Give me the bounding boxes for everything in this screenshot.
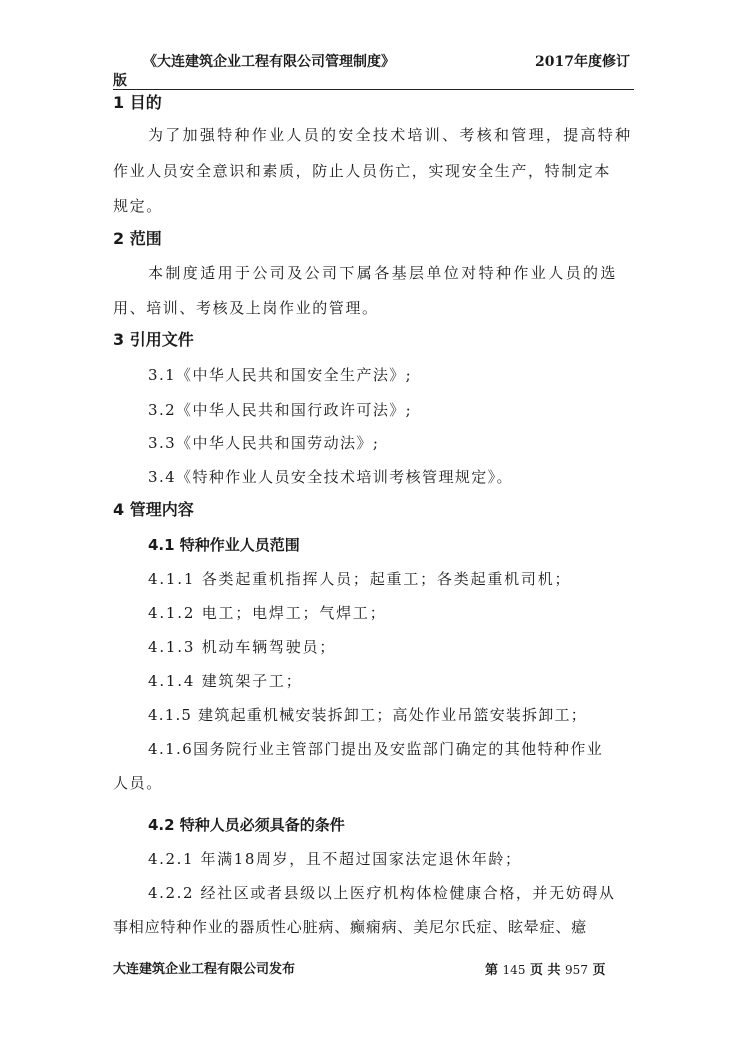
list-item: 4.1.2 电工；电焊工；气焊工； xyxy=(148,604,387,622)
reference-item: 3.1《中华人民共和国安全生产法》; xyxy=(148,366,413,384)
header-title: 《大连建筑企业工程有限公司管理制度》 xyxy=(143,54,395,70)
page-current: 145 xyxy=(502,963,526,977)
list-item: 4.2.2 经社区或者县级以上医疗机构体检健康合格，并无妨碍从 xyxy=(148,884,616,902)
list-item: 4.1.4 建筑架子工； xyxy=(148,672,303,690)
list-item: 4.1.3 机动车辆驾驶员； xyxy=(148,638,337,656)
section-3-heading: 3 引用文件 xyxy=(113,330,194,349)
section-2-paragraph-line: 本制度适用于公司及公司下属各基层单位对特种作业人员的选 xyxy=(148,264,618,282)
page-prefix: 第 xyxy=(485,963,499,978)
page-suffix: 页 xyxy=(592,963,606,978)
header-revision: 2017年度修订 xyxy=(535,54,630,70)
subsection-4-1-heading: 4.1 特种作业人员范围 xyxy=(148,536,300,554)
section-1-paragraph-line: 作业人员安全意识和素质，防止人员伤亡，实现安全生产，特制定本 xyxy=(113,162,612,180)
list-item: 4.1.5 建筑起重机械安装拆卸工；高处作业吊篮安装拆卸工； xyxy=(148,706,587,724)
header-version-char: 版 xyxy=(113,73,127,89)
section-2-paragraph-line: 用、培训、考核及上岗作业的管理。 xyxy=(113,299,379,317)
page-mid: 页 共 xyxy=(529,963,561,978)
reference-item: 3.3《中华人民共和国劳动法》; xyxy=(148,434,380,452)
page-total: 957 xyxy=(565,963,588,977)
footer-publisher: 大连建筑企业工程有限公司发布 xyxy=(113,962,296,977)
list-item-continuation: 事相应特种作业的器质性心脏病、癫痫病、美尼尔氏症、眩晕症、癔 xyxy=(113,918,588,936)
list-item: 4.2.1 年满18周岁，且不超过国家法定退休年龄； xyxy=(148,850,522,868)
section-1-paragraph-line: 为了加强特种作业人员的安全技术培训、考核和管理，提高特种 xyxy=(148,126,633,144)
subsection-4-2-heading: 4.2 特种人员必须具备的条件 xyxy=(148,816,345,834)
footer-page-indicator xyxy=(485,961,606,980)
list-item: 4.1.6国务院行业主管部门提出及安监部门确定的其他特种作业 xyxy=(148,740,604,758)
reference-item: 3.2《中华人民共和国行政许可法》; xyxy=(148,401,413,419)
section-2-heading: 2 范围 xyxy=(113,229,162,248)
section-4-heading: 4 管理内容 xyxy=(113,500,194,519)
list-item-continuation: 人员。 xyxy=(113,774,163,792)
section-1-paragraph-line: 规定。 xyxy=(113,197,163,215)
section-1-heading: 1 目的 xyxy=(113,93,162,112)
reference-item: 3.4《特种作业人员安全技术培训考核管理规定》。 xyxy=(148,468,513,486)
list-item: 4.1.1 各类起重机指挥人员；起重工；各类起重机司机； xyxy=(148,570,572,588)
header-divider xyxy=(113,89,634,90)
